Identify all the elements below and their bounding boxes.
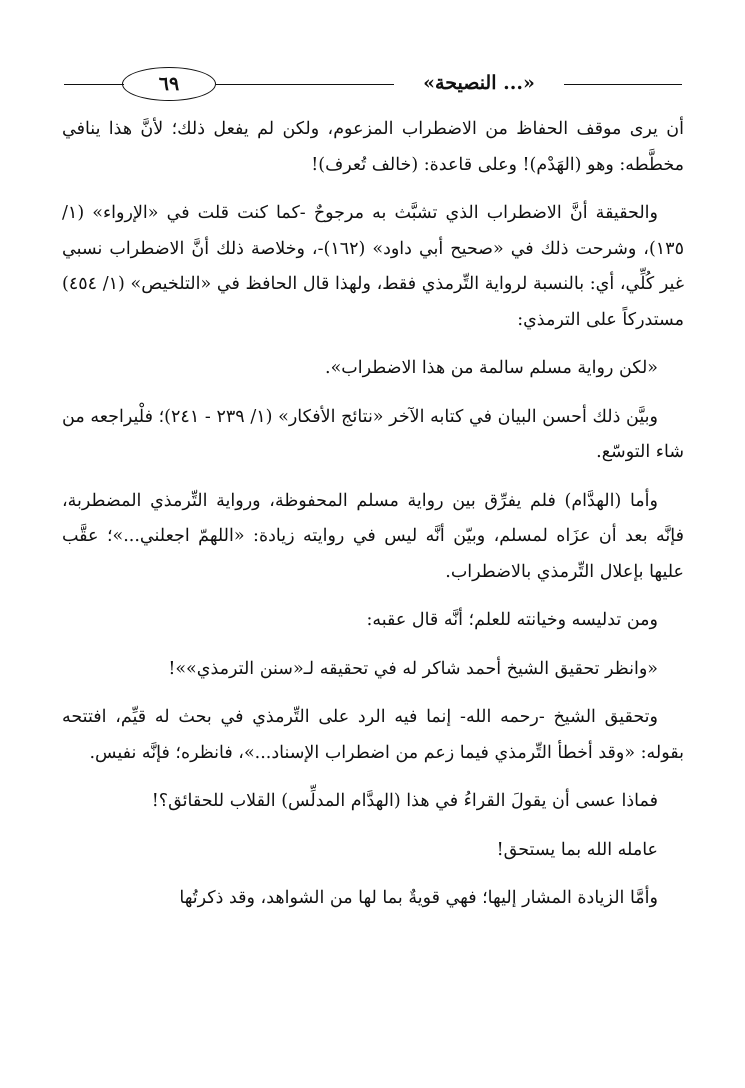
paragraph-ziyada: وأمَّا الزيادة المشار إليها؛ فهي قويةٌ بما لها من الشواهد، وقد ذكرتُها (179, 888, 658, 908)
paragraph-continuation: أن يرى موقف الحفاظ من الاضطراب المزعوم، ولكن لم يفعل ذلك؛ لأنَّ هذا ينافي مخطَّطه: وهو (الهَدْم)! وعلى قاعدة: (خالف تُعرف)! (62, 119, 684, 175)
running-title: «النصيحة ...» (423, 72, 535, 94)
paragraph-haddam-muslim: وأما (الهدَّام) فلم يفرِّق بين رواية مسلم المحفوظة، ورواية التِّرمذي المضطربة، فإنَّه بعد أن عزَاه لمسلم، وبيّن أنَّه ليس في روايته زيادة: «اللهمّ اجعلني...»؛ عقَّب عليها بإعلال التِّرمذي بالاضطراب. (62, 490, 684, 582)
paragraph-quote-talkhis: «لكن رواية مسلم سالمة من هذا الاضطراب». (325, 358, 658, 378)
paragraph-idtirab-summary: والحقيقة أنَّ الاضطراب الذي تشبَّث به مرجوحٌ -كما كنت قلت في «الإرواء» (١/ ١٣٥)، وشرحت ذلك في «صحيح أبي داود» (١٦٢)-، وخلاصة ذلك أنَّ الاضطراب نسبي غير كُلِّي، أي: بالنسبة لرواية التِّرمذي فقط، ولهذا قال الحافظ في «التلخيص» (١/ ٤٥٤) مستدركاً على الترمذي: (62, 203, 684, 330)
paragraph-readers-question: فماذا عسى أن يقولَ القراءُ في هذا (الهدَّام المدلِّس) القلاب للحقائق؟! (151, 791, 658, 811)
paragraph-dua: عامله الله بما يستحق! (496, 839, 658, 860)
page-body (62, 112, 684, 930)
header-rule-left (64, 84, 124, 85)
paragraph-quote-shakir: «وانظر تحقيق الشيخ أحمد شاكر له في تحقيقه لـ«سنن الترمذي»»! (168, 658, 658, 679)
page-header (64, 58, 682, 104)
header-rule-middle (216, 84, 394, 85)
page-number-oval: ٦٩ (122, 67, 216, 101)
paragraph-tadlis: ومن تدليسه وخيانته للعلم؛ أنَّه قال عقبه: (366, 610, 658, 630)
paragraph-shakir-tahqiq: وتحقيق الشيخ -رحمه الله- إنما فيه الرد على التِّرمذي في بحث له قيِّم، افتتحه بقوله: «وقد أخطأ التِّرمذي فيما زعم من اضطراب الإسناد...»، فانظره؛ فإنَّه نفيس. (62, 707, 684, 763)
header-rule-right (564, 84, 682, 85)
paragraph-nataij-alafkar: وبيَّن ذلك أحسن البيان في كتابه الآخر «نتائج الأفكار» (١/ ٢٣٩ - ٢٤١)؛ فلْيراجعه من شاء التوسّع. (62, 406, 684, 462)
